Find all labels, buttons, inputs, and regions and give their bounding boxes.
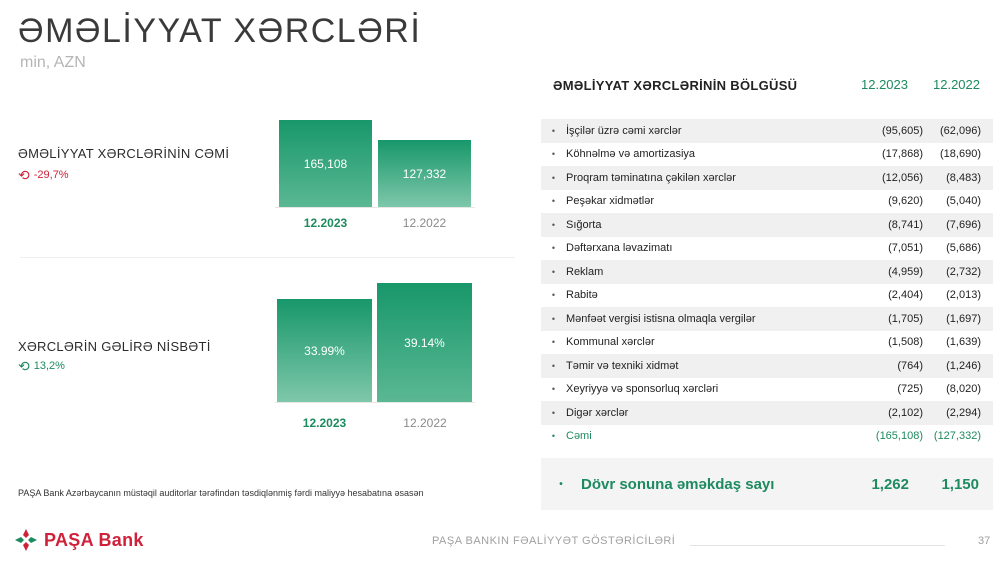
x-tick-label: 12.2022 <box>403 416 447 430</box>
x-tick-label: 12.2022 <box>402 216 447 230</box>
pasa-logo-icon <box>14 528 38 552</box>
table-row <box>541 378 993 402</box>
row-value-2022: (8,020) <box>946 383 981 396</box>
brand-logo <box>14 528 144 552</box>
footer-line <box>690 545 945 546</box>
row-value-2022: (18,690) <box>940 148 981 161</box>
row-value-2022: (1,697) <box>946 312 981 325</box>
bar-value-label: 127,332 <box>402 166 447 181</box>
row-label: Digər xərclər <box>566 406 629 419</box>
row-label: Mənfəət vergisi istisna olmaqla vergilər <box>566 312 756 325</box>
row-label: Peşəkar xidmətlər <box>566 195 655 208</box>
row-label: Reklam <box>566 265 604 278</box>
change-value: -29,7% <box>33 169 69 181</box>
table-title: ƏMƏLİYYAT XƏRCLƏRİNİN BÖLGÜSÜ <box>553 78 798 93</box>
bullet-dot-icon: • <box>551 337 556 348</box>
page-number: 37 <box>978 535 991 547</box>
bullet-dot-icon: • <box>551 313 556 324</box>
table-total-row <box>541 425 993 449</box>
bullet-dot-icon: • <box>551 266 556 277</box>
bullet-dot-icon: • <box>551 431 556 442</box>
row-label: Sığorta <box>566 218 602 231</box>
kpi-title-cost-income: XƏRCLƏRİN GƏLİRƏ NİSBƏTİ <box>18 339 211 354</box>
x-tick-label: 12.2023 <box>302 416 347 430</box>
bar-12.2023 <box>279 120 372 207</box>
row-value-2022: (8,483) <box>946 171 981 184</box>
bullet-dot-icon: • <box>551 407 556 418</box>
row-label: Kommunal xərclər <box>566 336 655 349</box>
chart-baseline <box>275 207 475 208</box>
bullet-dot-icon: • <box>551 384 556 395</box>
row-value-2023: (2,404) <box>888 289 923 302</box>
table-row <box>541 119 993 143</box>
row-value-2022: (1,639) <box>946 336 981 349</box>
footer-section-title: PAŞA BANKIN FƏALİYYƏT GÖSTƏRİCİLƏRİ <box>432 535 676 547</box>
table-row <box>541 284 993 308</box>
bullet-dot-icon: • <box>551 172 556 183</box>
bullet-dot-icon: • <box>551 290 556 301</box>
x-tick-label: 12.2023 <box>303 216 348 230</box>
page-title: ƏMƏLİYYAT XƏRCLƏRİ <box>18 12 422 50</box>
bar-value-label: 165,108 <box>303 156 348 171</box>
row-label: Proqram təminatına çəkilən xərclər <box>566 171 736 184</box>
row-value-2023: (165,108) <box>875 430 923 443</box>
row-value-2023: (8,741) <box>888 218 923 231</box>
row-value-2022: (127,332) <box>933 430 981 443</box>
table-row <box>541 331 993 355</box>
page-subtitle: min, AZN <box>20 54 86 71</box>
bullet-dot-icon: • <box>551 196 556 207</box>
row-value-2022: (5,686) <box>946 242 981 255</box>
row-label: Rabitə <box>566 289 598 302</box>
bar-12.2022 <box>378 140 471 207</box>
table-row <box>541 143 993 167</box>
row-value-2023: (9,620) <box>888 195 923 208</box>
row-value-2023: (4,959) <box>888 265 923 278</box>
employee-count-row <box>541 458 993 510</box>
bullet-dot-icon: • <box>551 243 556 254</box>
table-row <box>541 307 993 331</box>
table-row <box>541 354 993 378</box>
bullet-dot-icon: • <box>551 360 556 371</box>
row-value-2022: (2,013) <box>946 289 981 302</box>
row-value-2023: (7,051) <box>888 242 923 255</box>
table-row <box>541 237 993 261</box>
row-value-2022: (2,732) <box>946 265 981 278</box>
kpi-title-total-expenses: ƏMƏLİYYAT XƏRCLƏRİNİN CƏMİ <box>18 146 230 161</box>
row-value-2023: (764) <box>897 359 923 372</box>
footnote: PAŞA Bank Azərbaycanın müstəqil auditorlar tərəfindən təsdiqlənmiş fərdi maliyyə hesabatına əsasən <box>18 488 424 498</box>
row-label: Cəmi <box>566 430 592 443</box>
row-value-2023: (95,605) <box>882 124 923 137</box>
row-value-2023: 1,262 <box>871 475 909 493</box>
table-row <box>541 213 993 237</box>
cycle-arrows-icon: ⟲ <box>18 358 30 374</box>
row-label: Dəftərxana ləvazimatı <box>566 242 673 255</box>
change-value: 13,2% <box>33 360 65 372</box>
bar-12.2022 <box>377 283 472 402</box>
bullet-dot-icon: • <box>551 149 556 160</box>
kpi-change-cost-income <box>18 359 65 373</box>
table-row <box>541 401 993 425</box>
bar-12.2023 <box>277 299 372 402</box>
table-row <box>541 260 993 284</box>
bullet-dot-icon: • <box>551 219 556 230</box>
bullet-dot-icon: • <box>559 478 563 490</box>
row-value-2023: (1,705) <box>888 312 923 325</box>
row-value-2023: (12,056) <box>882 171 923 184</box>
row-value-2022: (7,696) <box>946 218 981 231</box>
row-value-2022: 1,150 <box>941 475 979 493</box>
table-row <box>541 190 993 214</box>
row-value-2023: (1,508) <box>888 336 923 349</box>
row-value-2023: (17,868) <box>882 148 923 161</box>
row-value-2023: (725) <box>897 383 923 396</box>
row-label: Təmir və texniki xidmət <box>566 359 679 372</box>
row-label: İşçilər üzrə cəmi xərclər <box>566 124 682 137</box>
column-header-2023: 12.2023 <box>861 77 908 92</box>
cycle-arrows-icon: ⟲ <box>18 167 30 183</box>
row-label: Xeyriyyə və sponsorluq xərcləri <box>566 383 719 396</box>
bar-value-label: 39.14% <box>404 335 445 350</box>
section-divider <box>20 257 515 258</box>
kpi-change-total-expenses <box>18 168 69 182</box>
row-value-2022: (5,040) <box>946 195 981 208</box>
row-label: Dövr sonuna əməkdaş sayı <box>581 475 775 493</box>
row-value-2022: (1,246) <box>946 359 981 372</box>
brand-name: PAŞA Bank <box>44 529 144 550</box>
bar-value-label: 33.99% <box>304 343 345 358</box>
table-row <box>541 166 993 190</box>
column-header-2022: 12.2022 <box>933 77 980 92</box>
bullet-dot-icon: • <box>551 125 556 136</box>
chart-baseline <box>275 402 475 403</box>
row-value-2022: (2,294) <box>946 406 981 419</box>
row-label: Köhnəlmə və amortizasiya <box>566 148 696 161</box>
row-value-2022: (62,096) <box>940 124 981 137</box>
row-value-2023: (2,102) <box>888 406 923 419</box>
